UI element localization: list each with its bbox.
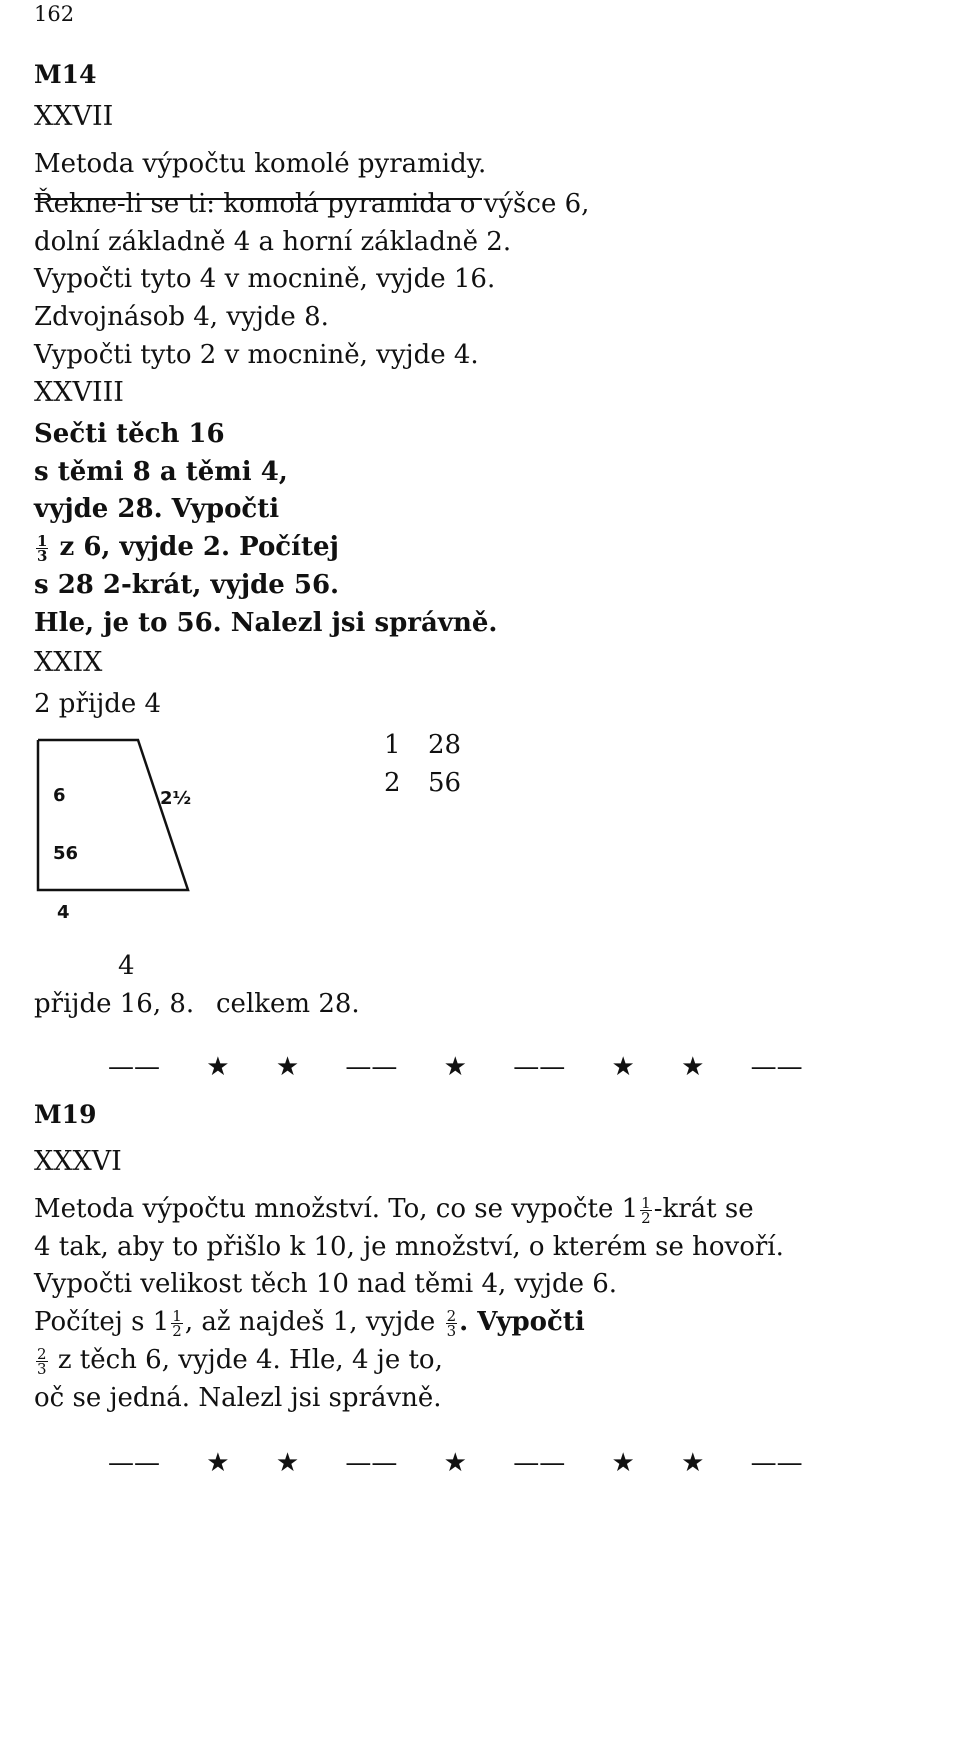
text-line: vyjde 28. Vypočti	[34, 494, 280, 524]
fraction-one-third: $\frac{1}{3}$	[37, 531, 48, 565]
text-line: s těmi 8 a těmi 4,	[34, 457, 288, 487]
fraction-one-half: $\frac{1}{2}$	[172, 1306, 182, 1340]
text-line: Sečti těch 16	[34, 419, 225, 449]
text-line-fraction: $\frac{2}{3}$ z těch 6, vyjde 4. Hle, 4 je to,	[37, 1344, 443, 1378]
text-line: 4	[118, 951, 135, 981]
text-line: Vypočti tyto 2 v mocnině, vyjde 4.	[34, 340, 479, 370]
fraction-one-half: $\frac{1}{2}$	[641, 1193, 651, 1227]
text-line: Hle, je to 56. Nalezl jsi správně.	[34, 608, 498, 638]
text-line: přijde 16, 8.	[34, 989, 195, 1019]
method-title: Metoda výpočtu komolé pyramidy.	[34, 149, 487, 179]
table-cell: 1	[384, 730, 401, 760]
fraction-two-thirds: $\frac{2}{3}$	[37, 1344, 47, 1378]
section-separator: —— ★ ★ —— ★ —— ★ ★ ——	[108, 1052, 803, 1082]
pyramid-diagram	[30, 730, 205, 900]
diagram-label-bottom: 4	[57, 902, 70, 923]
text-line: 4 tak, aby to přišlo k 10, je množství, o kterém se hovoří.	[34, 1232, 784, 1262]
text-line: oč se jedná. Nalezl jsi správně.	[34, 1383, 442, 1413]
text-line: Zdvojnásob 4, vyjde 8.	[34, 302, 329, 332]
table-cell: 2	[384, 768, 401, 798]
text-line: dolní základně 4 a horní základně 2.	[34, 227, 512, 257]
text-line-fraction: Počítej s 1 $\frac{1}{2}$ , až najdeš 1, vyjde $\frac{2}{3}$ . Vypočti	[34, 1306, 585, 1340]
table-cell: 56	[428, 768, 462, 798]
table-cell: 28	[428, 730, 462, 760]
roman-numeral-xxix: XXIX	[34, 647, 103, 678]
text-line-fraction: $\frac{1}{3}$ z 6, vyjde 2. Počítej	[37, 531, 339, 565]
text-line-fraction: Metoda výpočtu množství. To, co se vypočte 1 $\frac{1}{2}$ -krát se	[34, 1193, 754, 1227]
section-separator: —— ★ ★ —— ★ —— ★ ★ ——	[108, 1448, 803, 1478]
text-line: 2 přijde 4	[34, 689, 162, 719]
text-line: Vypočti velikost těch 10 nad těmi 4, vyjde 6.	[34, 1269, 618, 1299]
text-line: s 28 2-krát, vyjde 56.	[34, 570, 340, 600]
text-line: celkem 28.	[216, 989, 360, 1019]
section-heading-m19: M19	[34, 1100, 97, 1129]
roman-numeral-xxvii: XXVII	[34, 101, 114, 132]
diagram-label-volume: 56	[53, 843, 79, 864]
diagram-label-side: 2½	[160, 788, 192, 809]
diagram-label-height: 6	[53, 785, 66, 806]
roman-numeral-xxxvi: XXXVI	[34, 1146, 122, 1177]
section-heading-m14: M14	[34, 60, 97, 89]
fraction-two-thirds: $\frac{2}{3}$	[446, 1306, 457, 1340]
text-line: Vypočti tyto 4 v mocnině, vyjde 16.	[34, 264, 496, 294]
text-line: Řekne-li se ti: komolá pyramida o výšce 6,	[34, 189, 590, 219]
roman-numeral-xxviii: XXVIII	[34, 377, 124, 408]
page-number: 162	[34, 2, 75, 26]
